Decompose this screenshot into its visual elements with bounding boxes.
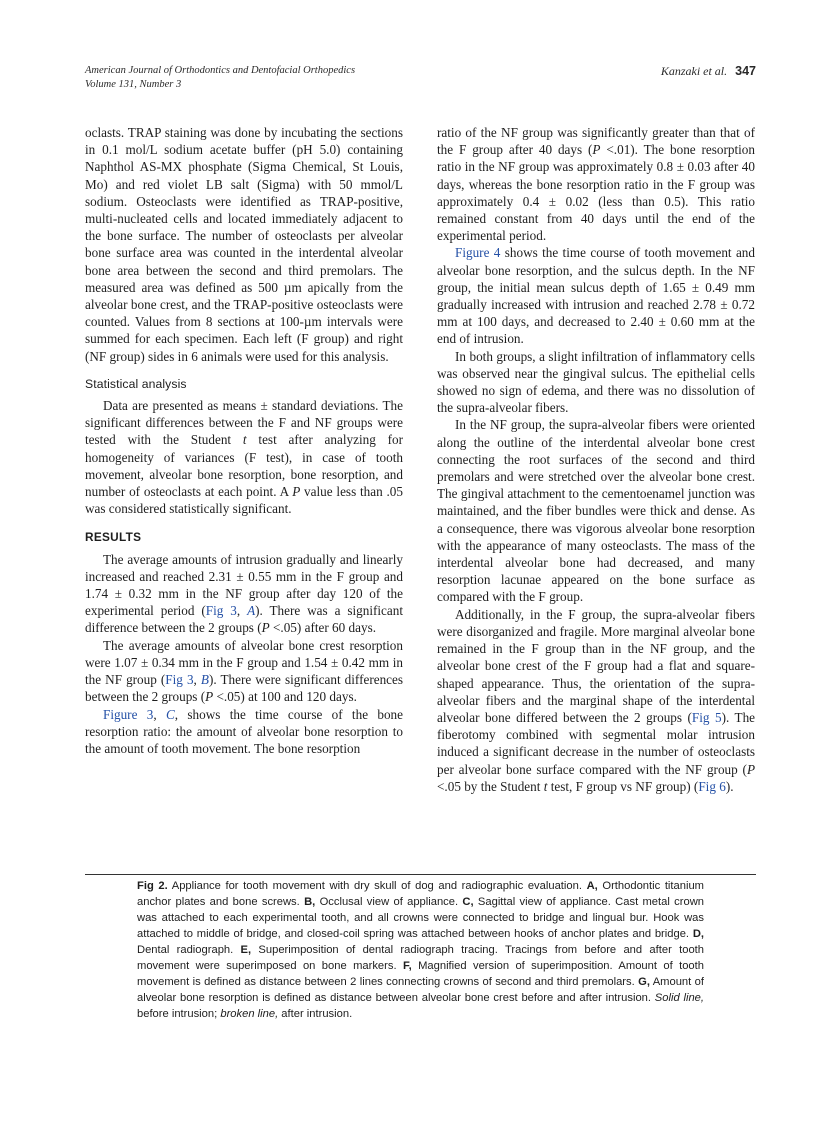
results-paragraph-4: ratio of the NF group was significantly greater than that of the F group after 40 days (P <.01). The bone resorption ratio in the NF group was approximately 0.8 ± 0.03 after 40 days, whereas the bone resorption ratio in the F group was approximately 0.4 ± 0.02 (less than 0.5). This ratio remained constant from 40 days until the end of the experimental period. xyxy=(437,125,755,244)
results-paragraph-8: Additionally, in the F group, the supra-alveolar fibers were disorganized and fragile. More marginal alveolar bone remained in the F group than in the NF group, and the alveolar bone crest of the F group had a flat and square-shaped appearance. Thus, the orientation of the supra-alveolar fibers and the marginal shape of the interdental alveolar bone differed between the 2 groups (Fig 5). The fiberotomy combined with segmental molar intrusion induced a significant decrease in the number of osteoclasts per alveolar bone surface compared with the NF group (P <.05 by the Student t test, F group vs NF group) (Fig 6). xyxy=(437,606,756,794)
fig3c-link[interactable]: C xyxy=(165,706,175,722)
page-number: 347 xyxy=(735,64,756,78)
caption-divider xyxy=(85,874,756,875)
header-authors: Kanzaki et al. xyxy=(660,64,728,78)
journal-title: American Journal of Orthodontics and Dentofacial Orthopedics xyxy=(85,65,356,76)
section-heading-results: RESULTS xyxy=(85,530,142,545)
fig3-link[interactable]: Fig 3 xyxy=(205,603,237,619)
results-paragraph-2: The average amounts of alveolar bone crest resorption were 1.07 ± 0.34 mm in the F group and 1.54 ± 0.42 mm in the NF group (Fig 3, B). There were significant differences between the 2 groups (P <.05) at 100 and 120 days. xyxy=(85,637,404,705)
results-paragraph-5: Figure 4 shows the time course of tooth movement and alveolar bone resorption, and the sulcus depth. In the NF group, the initial mean sulcus depth of 1.65 ± 0.49 mm gradually increased with intrusion and reached 2.78 ± 0.72 mm at 100 days, and decreased to 2.40 ± 0.60 mm at the end of intrusion. xyxy=(437,245,755,347)
results-paragraph-1: The average amounts of intrusion gradually and linearly increased and reached 2.31 ± 0.55 mm in the F group and 1.74 ± 0.32 mm in the NF group after day 120 of the experimental period (Fig 3, A). There was a significant difference between the 2 groups (P <.05) after 60 days. xyxy=(85,551,404,636)
fig6-link[interactable]: Fig 6 xyxy=(698,778,726,794)
methods-paragraph: oclasts. TRAP staining was done by incubating the sections in 0.1 mol/L sodium acetate buffer (pH 5.0) containing Naphthol AS-MX phosphate (Sigma Chemical, St Louis, Mo) and red violet LB salt (Sigma) with 50 mmol/L sodium. Osteoclasts were identified as TRAP-positive, multi-nucleated cells and located immediately adjacent to the bone surface. The number of osteoclasts per alveolar bone surface area was counted in the interdental alveolar bone area between the second and third premolars. The measured area was defined as 500 µm apically from the alveolar bone crest, and the TRAP-positive osteoclasts were counted. Values from 8 sections at 100-µm intervals were summed for each specimen. Each left (F group) and right (NF group) sides in 6 animals were used for this analysis. xyxy=(85,125,403,364)
fig3b-link[interactable]: B xyxy=(200,672,209,688)
right-column xyxy=(437,124,755,795)
journal-volume: Volume 131, Number 3 xyxy=(85,79,182,90)
figure3-link[interactable]: Figure 3 xyxy=(103,706,154,722)
section-heading-statistical-analysis: Statistical analysis xyxy=(85,376,187,391)
figure-caption: Fig 2. Appliance for tooth movement with dry skull of dog and radiographic evaluation. A, Orthodontic titanium anchor plates and bone screws. B, Occlusal view of appliance. C, Sagittal view of appliance. Cast metal crown was attached to each experimental tooth, and all crowns were connected to bridge and lingual bur. Hook was attached to middle of bridge, and closed-coil spring was attached between hooks of anchor plates and bridge. D, Dental radiograph. E, Superimposition of dental radiograph tracing. Tracings from before and after tooth movement were superimposed on bone markers. F, Magnified version of superimposition. Amount of tooth movement is defined as distance between 2 lines connecting crowns of second and third premolars. G, Amount of alveolar bone resorption is defined as distance between alveolar bone crest before and after intrusion. Solid line, before intrusion; broken line, after intrusion. xyxy=(137,880,704,1020)
figure4-link[interactable]: Figure 4 xyxy=(455,245,501,261)
results-paragraph-7: In the NF group, the supra-alveolar fibers were oriented along the outline of the interdental alveolar bone crest connecting the root surfaces of the second and third premolars and were stretched over the alveolar bone crest. The gingival attachment to the cementoenamel junction was maintained, and the fiber bundles were thick and dense. As a consequence, there was vigorous alveolar bone resorption with the appearance of many osteoclasts. The mass of the interdental alveolar bone had decreased, and many resorption lacunae appeared on the bone surface as compared with the F group. xyxy=(437,417,755,605)
results-paragraph-3: Figure 3, C, shows the time course of the bone resorption ratio: the amount of alveolar bone resorption to the amount of tooth movement. The bone resorption xyxy=(85,706,403,756)
left-column xyxy=(85,124,403,757)
header-right xyxy=(661,64,756,79)
fig5-link[interactable]: Fig 5 xyxy=(691,709,722,725)
fig3-link[interactable]: Fig 3 xyxy=(165,672,194,688)
results-paragraph-6: In both groups, a slight infiltration of inflammatory cells was observed near the gingival sulcus. The epithelial cells showed no sign of edema, and there was no dissolution of the supra-alveolar fibers. xyxy=(437,348,755,416)
running-header xyxy=(85,64,756,92)
statistics-paragraph: Data are presented as means ± standard deviations. The significant differences between the F and NF groups were tested with the Student t test after analyzing for homogeneity of variances (F test), in case of tooth movement, alveolar bone resorption, bone resorption, and number of osteoclasts at each point. A P value less than .05 was considered statistically significant. xyxy=(85,398,403,517)
caption-label: Fig 2. xyxy=(137,880,168,892)
fig3a-link[interactable]: A xyxy=(247,603,256,619)
